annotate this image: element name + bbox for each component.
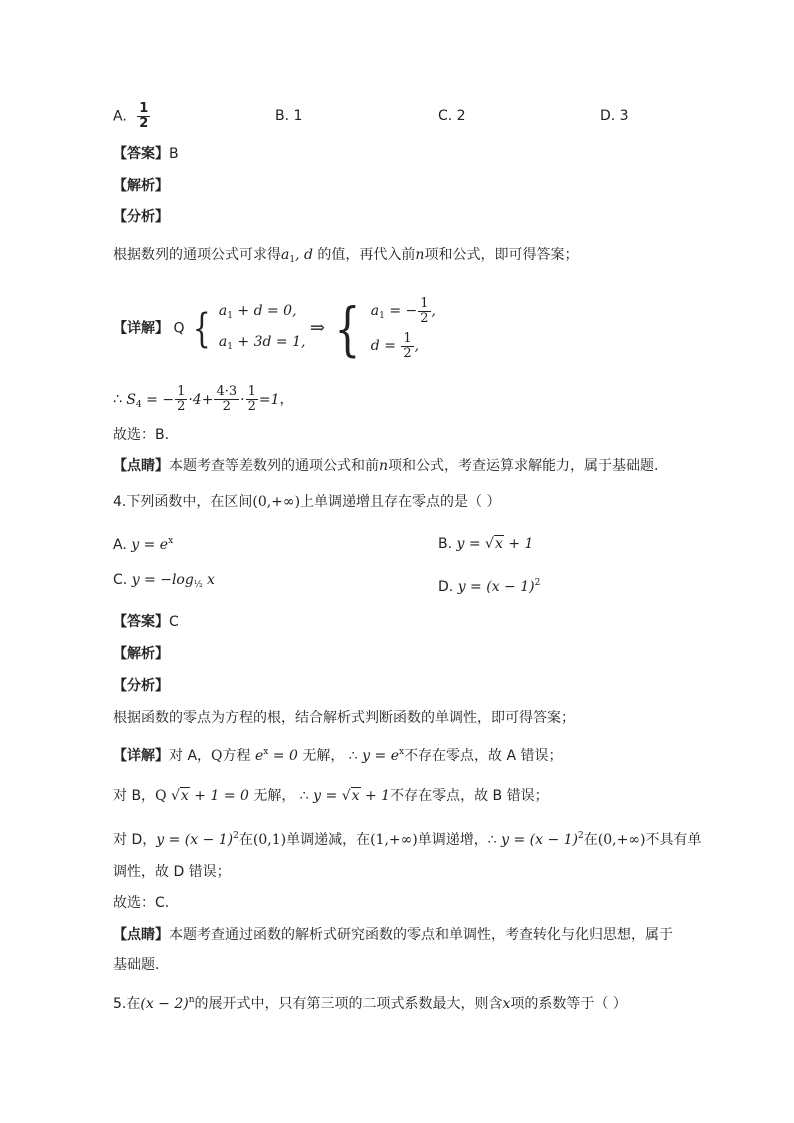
q3-choose: 故选：B. (113, 427, 170, 443)
text: 本题考查等差数列的通项公式和前 (169, 458, 379, 474)
option-a (113, 102, 151, 131)
equation-system (219, 298, 306, 360)
math: $y = -\log_{\frac{1}{2}}$ x (131, 572, 215, 590)
math: $y = (x - 1)^2$ (501, 831, 584, 848)
math-n: n (415, 247, 425, 263)
text: 的展开式中，只有第三项的二项式系数最大，则含 (194, 996, 503, 1012)
left-brace: { (192, 305, 211, 352)
q3-fenxi (113, 245, 578, 270)
math: y = √x + 1 (456, 536, 534, 552)
math: (1,+∞) (370, 832, 418, 848)
q3-sum: ∴ $S_4$ = − $\frac{1}{2}$ ·4+ $\frac{4\cdot 3}{2}$ · $\frac{1}{2}$ =1， (113, 384, 294, 414)
therefore-symbol: ∴ (113, 391, 122, 408)
label: D. (438, 579, 454, 595)
text: 本题考查通过函数的解析式研究函数的零点和单调性，考查转化与化归思想，属于 (169, 927, 673, 943)
therefore-symbol: ∴ (487, 832, 502, 848)
text: 项的系数等于（ ） (510, 996, 627, 1012)
math-n: n (379, 458, 389, 474)
q3-detail (113, 296, 436, 366)
option-a-label: A. (113, 108, 127, 125)
math: √x + 1 = 0 (171, 788, 254, 804)
q4-comment-cont: 基础题. (113, 957, 160, 973)
text: 对 B， (113, 788, 156, 804)
because-symbol: Q (155, 788, 171, 804)
q4-option-a (113, 536, 173, 553)
text: 无解， (302, 748, 345, 764)
q3-fenxi-tag: 【分析】 (113, 209, 169, 225)
text: 根据数列的通项公式可求得 (113, 247, 281, 263)
option-d: D. 3 (600, 108, 629, 124)
comment-tag: 【点睛】 (113, 927, 169, 943)
math: $y = (x - 1)^2$ (156, 831, 239, 848)
label: A. (113, 537, 127, 553)
text: 不存在零点，故 A 错误； (404, 748, 563, 764)
option-b: B. 1 (275, 108, 303, 124)
option-a-fraction (137, 102, 150, 131)
text: 5.在 (113, 996, 141, 1012)
math: (0,1) (252, 832, 287, 848)
q3-analysis-tag: 【解析】 (113, 178, 169, 194)
math-interval: (0,+∞) (252, 494, 301, 510)
math: (0,+∞) (597, 832, 646, 848)
q4-choose: 故选：C. (113, 895, 170, 911)
text: 在 (238, 832, 253, 848)
q4-option-d (438, 578, 540, 595)
q3-comment (113, 456, 658, 476)
text: 项和公式，即可得答案； (424, 247, 579, 263)
q4-analysis-tag: 【解析】 (113, 646, 169, 662)
text: 单调递增， (417, 832, 488, 848)
eq1: $a_1 + d = 0$, (218, 302, 297, 321)
answer-tag: 【答案】 (113, 614, 169, 630)
math: $y = e^x$ (362, 747, 405, 764)
q4-fenxi: 根据函数的零点为方程的根，结合解析式判断函数的单调性，即可得答案； (113, 710, 575, 726)
option-a-num: 1 (139, 101, 149, 116)
q4-option-b (438, 536, 533, 552)
therefore-symbol: ∴ (295, 788, 314, 804)
q4-detail-b (113, 786, 549, 806)
therefore-symbol: ∴ (344, 748, 363, 764)
q3-answer (113, 144, 179, 164)
math-x: x (502, 996, 511, 1012)
answer-value: C (169, 614, 179, 630)
q4-stem (113, 492, 501, 512)
q5-stem (113, 990, 627, 1014)
option-c: C. 2 (438, 108, 466, 124)
q4-fenxi-tag: 【分析】 (113, 678, 169, 694)
text: 4.下列函数中，在区间 (113, 494, 253, 510)
q4-option-c (113, 572, 215, 590)
math: $(x - 2)^n$ (140, 995, 195, 1012)
label: B. (438, 536, 453, 552)
detail-tag: 【详解】 (113, 748, 169, 764)
text: 无解， (253, 788, 296, 804)
comment-tag: 【点睛】 (113, 458, 169, 474)
implies-arrow: ⇒ (309, 317, 325, 339)
sol1: $a_1$ = − $\frac{1}{2}$ , (370, 295, 436, 326)
q4-detail-a (113, 742, 563, 766)
text: 对 A， (169, 748, 212, 764)
detail-tag: 【详解】 (113, 320, 169, 337)
math: $y = (x - 1)^2$ (457, 578, 541, 595)
left-brace: { (334, 294, 361, 363)
label: C. (113, 572, 128, 588)
because-symbol: Q (211, 748, 223, 764)
math: $e^x = 0$ (250, 747, 303, 764)
solution-system (371, 296, 436, 361)
text: 不存在零点，故 B 错误； (390, 788, 549, 804)
text: 单调递减，在 (286, 832, 371, 848)
option-a-den: 2 (139, 116, 149, 131)
text: 对 D， (113, 832, 157, 848)
text: 上单调递增且存在零点的是（ ） (300, 494, 501, 510)
q4-answer (113, 612, 179, 632)
text: 在 (583, 832, 598, 848)
eq2: $a_1 + 3d = 1$, (218, 333, 306, 352)
math: y = √x + 1 (313, 788, 391, 804)
answer-value: B (169, 146, 179, 162)
text: 不具有单 (645, 832, 702, 848)
sol2: d = $\frac{1}{2}$ , (370, 330, 420, 361)
answer-tag: 【答案】 (113, 146, 169, 162)
math-a1-d: $a_1$, d (281, 247, 313, 265)
text: 方程 (222, 748, 251, 764)
q4-detail-d (113, 826, 701, 850)
q4-detail-d-cont: 调性，故 D 错误； (113, 864, 231, 880)
text: 的值，再代入前 (317, 247, 416, 263)
because-symbol: Q (173, 320, 185, 337)
math: $y = e^x$ (131, 536, 174, 553)
text: 项和公式，考查运算求解能力，属于基础题. (388, 458, 659, 474)
sum-formula: $S_4$ = − $\frac{1}{2}$ ·4+ $\frac{4\cdot 3}{2}$ · $\frac{1}{2}$ =1 (126, 384, 280, 414)
q4-comment (113, 925, 673, 945)
